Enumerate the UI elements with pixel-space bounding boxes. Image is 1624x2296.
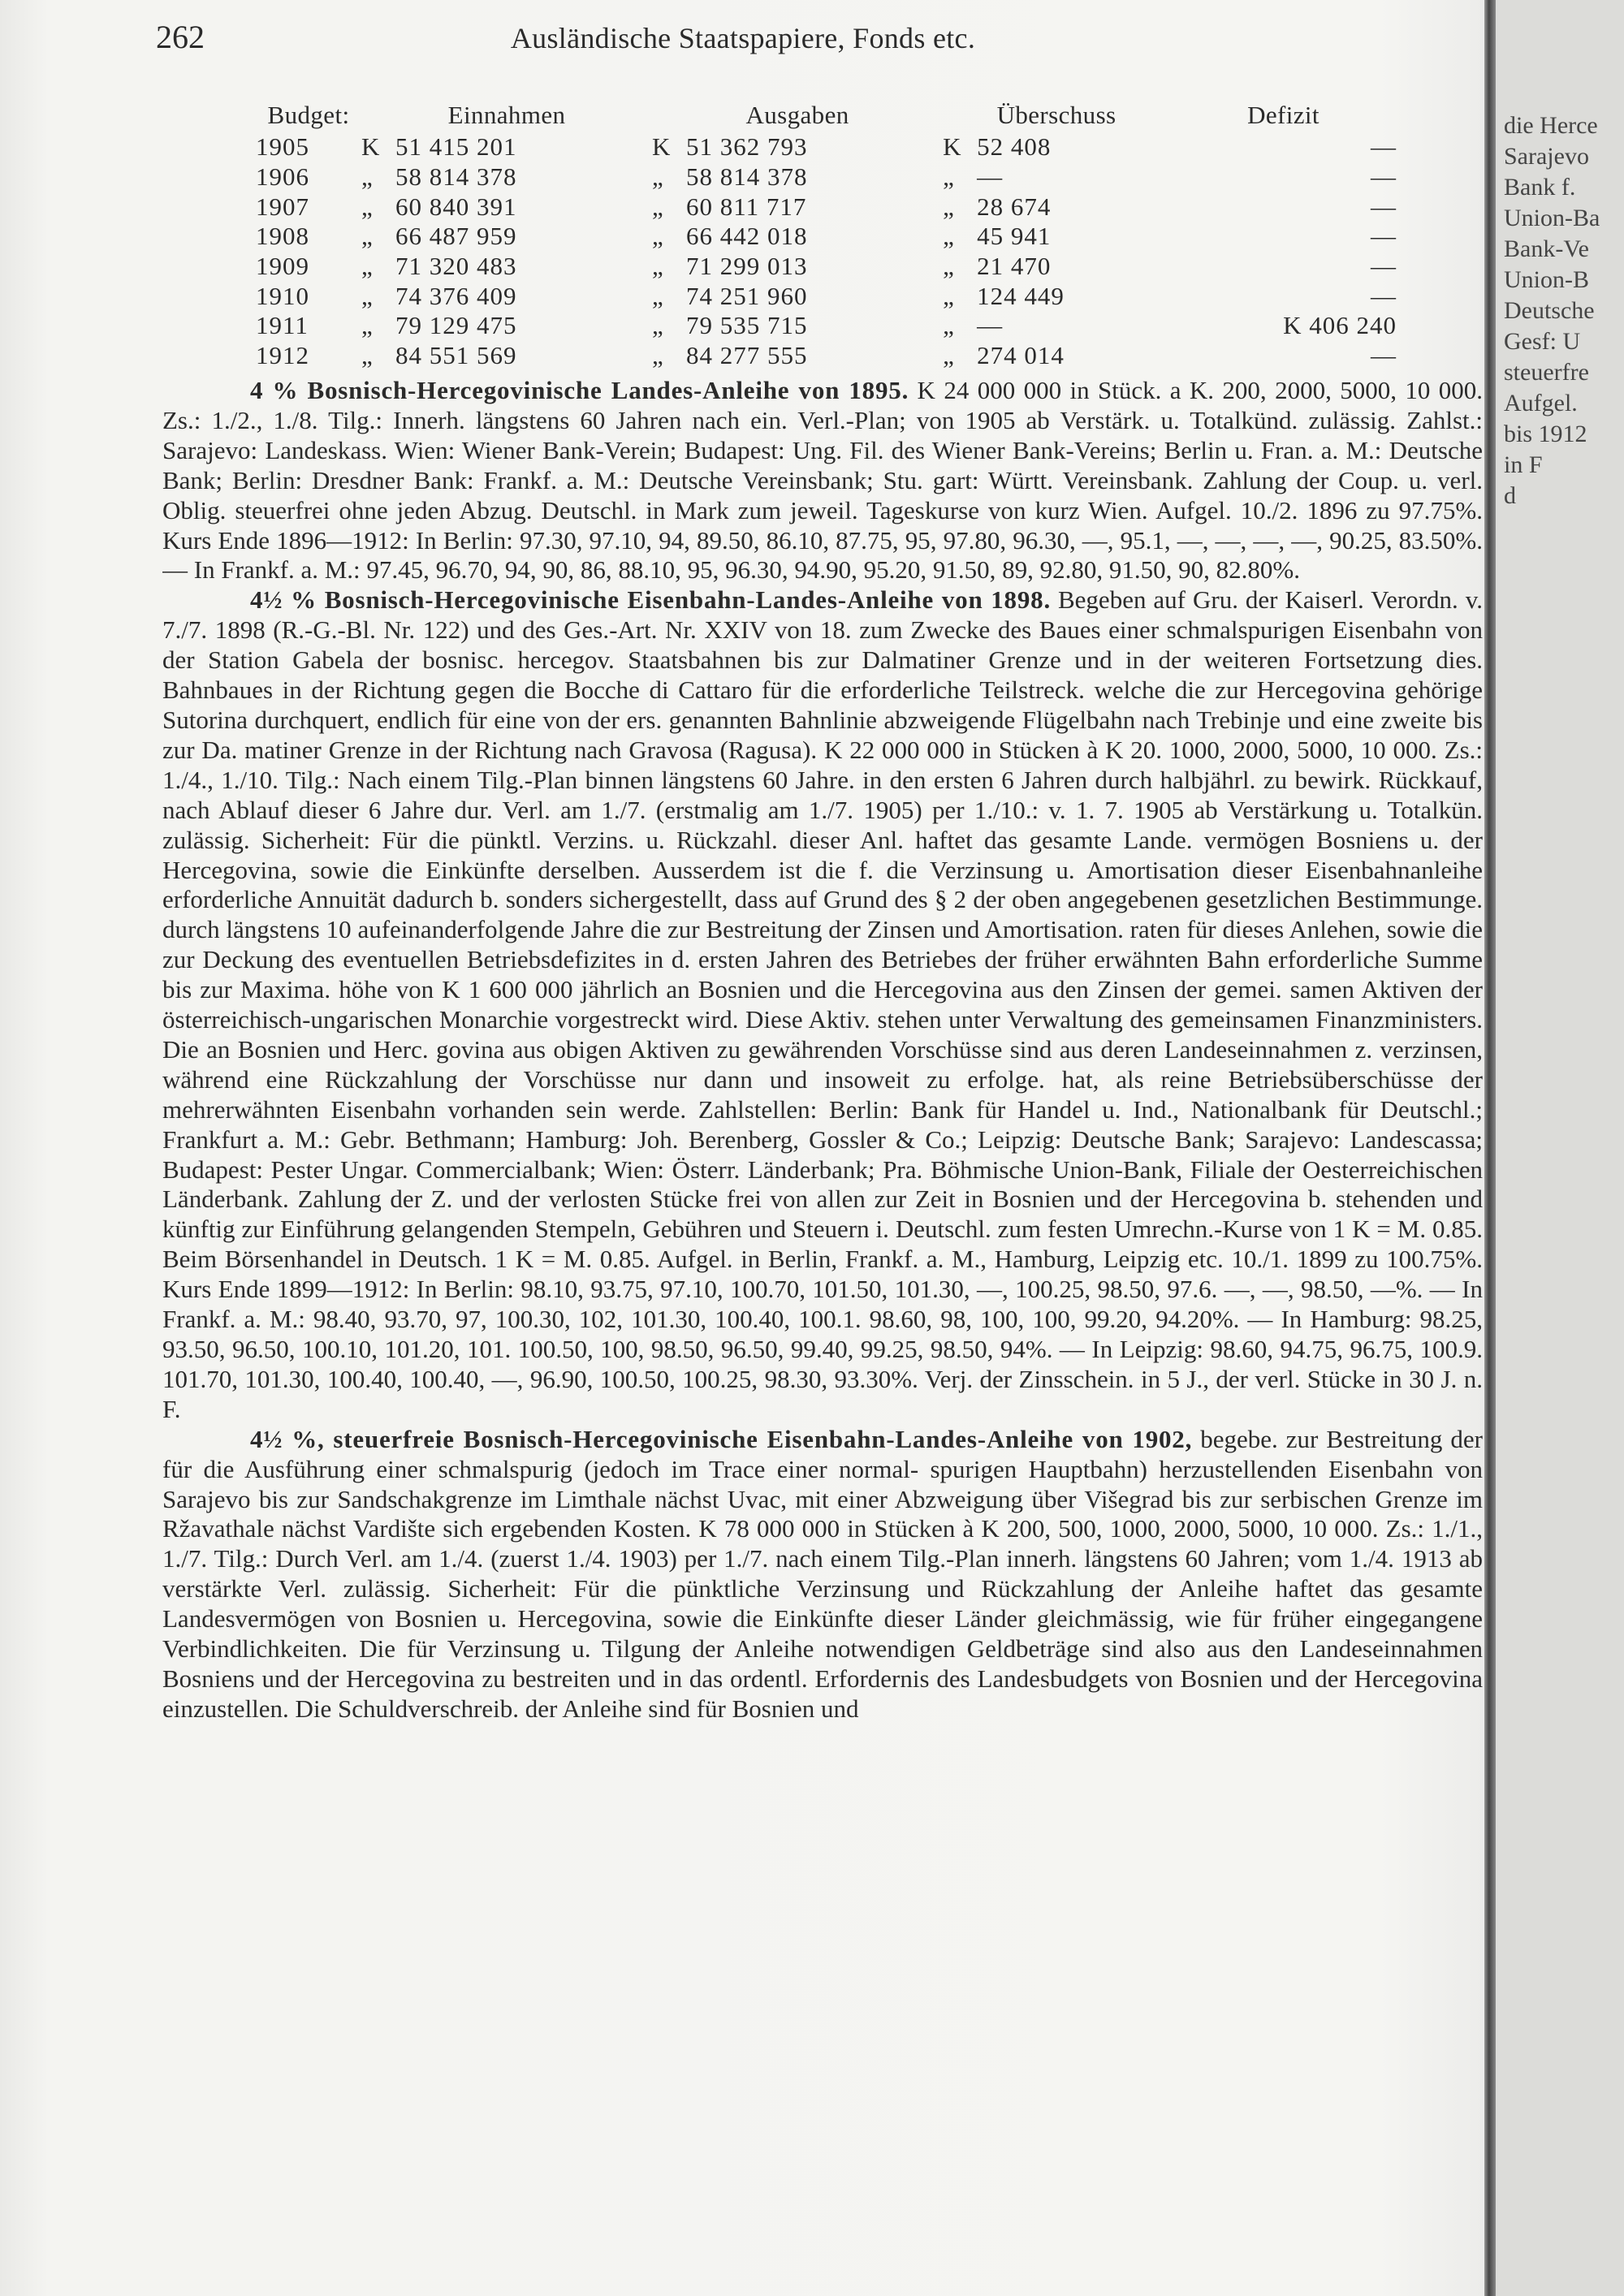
bond-entries [162,376,1483,1724]
budget-cell [223,222,361,252]
ueberschuss-mark: K [943,132,962,162]
budget-row [223,132,1413,162]
einnahmen-value: 66 487 959 [395,222,517,251]
adjacent-page-fragment: steuerfre [1504,359,1589,386]
einnahmen-value: 58 814 378 [395,162,517,192]
budget-year: 1911 [256,311,309,340]
ueberschuss-mark: „ [943,252,955,281]
defizit-value: — [1371,192,1397,221]
budget-cell [361,252,652,282]
budget-year: 1908 [256,222,309,251]
budget-cell [361,281,652,311]
column-header-einnahmen: Einnahmen [447,100,566,129]
einnahmen-mark: K [361,132,381,162]
budget-year: 1909 [256,252,309,281]
budget-cell [943,132,1170,162]
ueberschuss-value: 274 014 [977,341,1065,370]
ueberschuss-mark: „ [943,192,955,221]
defizit-value: — [1371,281,1397,310]
entry-1898 [162,585,1483,1424]
entry-1895 [162,376,1483,585]
adjacent-page-fragment: bis 1912 [1504,421,1587,447]
column-header-defizit: Defizit [1247,100,1320,129]
ueberschuss-mark: „ [943,311,955,340]
running-title: Ausländische Staatspapiere, Fonds etc. [510,22,976,54]
column-header-ausgaben: Ausgaben [745,100,849,129]
einnahmen-value: 79 129 475 [395,311,517,340]
einnahmen-mark: „ [361,252,374,281]
budget-cell [223,281,361,311]
budget-year: 1910 [256,281,309,310]
budget-cell [652,341,943,371]
budget-cell [223,132,361,162]
budget-row [223,311,1413,341]
budget-cell [1170,222,1413,252]
budget-cell [361,192,652,222]
budget-cell [361,222,652,252]
ausgaben-mark: „ [652,192,664,221]
einnahmen-value: 84 551 569 [395,341,517,370]
ausgaben-value: 60 811 717 [686,192,807,221]
ausgaben-value: 84 277 555 [686,341,808,370]
ueberschuss-mark: „ [943,341,955,370]
budget-cell [1170,341,1413,371]
budget-cell [943,281,1170,311]
adjacent-page-edge [1496,0,1624,2296]
einnahmen-value: 74 376 409 [395,281,517,310]
ausgaben-value: 74 251 960 [686,281,808,310]
entry-body: K 24 000 000 in Stück. a K. 200, 2000, 5000, 10 000. Zs.: 1./2., 1./8. Tilg.: Innerh. längstens 60 Jahren nach ein. Verl.-Plan; von 1905 ab Verstärk. u. Totalkünd. zulässig. Zahlst.: Sarajevo: Landeskass. Wien: Wiener Bank-Verein; Budapest: Ung. Fil. des Wiener Bank-Vereins; Berlin u. Fran. a. M.: Deutsche Bank; Berlin: Dresdner Bank: Frankf. a. M.: Deutsche Vereinsbank; Stu. gart: Württ. Vereinsbank. Zahlung der Coup. u. verl. Oblig. steuerfrei ohne jeden Abzug. Deutschl. in Mark zum jeweil. Tageskurse von kurz Wien. Aufgel. 10./2. 1896 zu 97.75%. Kurs Ende 1896—1912: In Berlin: 97.30, 97.10, 94, 89.50, 86.10, 87.75, 95, 97.80, 96.30, —, 95.1, —, —, —, —, 90.25, 83.50%. — In Frankf. a. M.: 97.45, 96.70, 94, 90, 86, 88.10, 95, 96.30, 94.90, 95.20, 91.50, 89, 92.80, 91.50, 90, 82.80%. [162,376,1483,585]
adjacent-page-fragment: Union-B [1504,266,1589,293]
budget-cell [223,252,361,282]
page-number: 262 [156,19,205,55]
ueberschuss-value: — [977,162,1004,192]
adjacent-page-fragment: Gesf: U [1504,328,1581,355]
budget-table [223,97,1413,371]
ueberschuss-value: 52 408 [977,132,1052,162]
ausgaben-value: 66 442 018 [686,222,808,251]
budget-table-header [223,97,1413,132]
budget-cell [223,341,361,371]
budget-cell [361,311,652,341]
budget-row [223,222,1413,252]
budget-cell [652,311,943,341]
budget-cell [943,192,1170,222]
budget-row [223,252,1413,282]
budget-cell [361,132,652,162]
entry-heading: 4½ %, steuerfreie Bosnisch-Hercegovinische Eisenbahn-Landes-Anleihe von 1902, [250,1424,1193,1453]
einnahmen-mark: „ [361,162,374,192]
adjacent-page-fragment: Bank-Ve [1504,235,1589,262]
ueberschuss-mark: „ [943,162,955,192]
budget-cell [652,162,943,192]
budget-cell [943,222,1170,252]
einnahmen-mark: „ [361,192,374,221]
einnahmen-value: 71 320 483 [395,252,517,281]
budget-cell [652,281,943,311]
column-header-budget: Budget: [267,100,350,129]
budget-cell [1170,132,1413,162]
ausgaben-value: 71 299 013 [686,252,808,281]
ausgaben-mark: „ [652,222,664,251]
ausgaben-mark: „ [652,341,664,370]
einnahmen-mark: „ [361,311,374,340]
einnahmen-value: 51 415 201 [395,132,517,162]
defizit-value: — [1371,341,1397,370]
adjacent-page-fragment: die Herce [1504,112,1598,139]
einnahmen-mark: „ [361,281,374,310]
budget-cell [1170,311,1413,341]
defizit-value: — [1371,132,1397,162]
budget-cell [1170,252,1413,282]
entry-heading: 4½ % Bosnisch-Hercegovinische Eisenbahn-Landes-Anleihe von 1898. [250,585,1052,615]
ueberschuss-value: 45 941 [977,222,1052,251]
budget-cell [652,252,943,282]
einnahmen-value: 60 840 391 [395,192,517,221]
budget-year: 1907 [256,192,309,221]
ueberschuss-mark: „ [943,222,955,251]
ausgaben-mark: „ [652,281,664,310]
budget-cell [652,222,943,252]
ueberschuss-value: 21 470 [977,252,1052,281]
adjacent-page-fragment: in F [1504,451,1543,478]
budget-cell [943,252,1170,282]
entry-heading: 4 % Bosnisch-Hercegovinische Landes-Anleihe von 1895. [250,376,909,404]
budget-year: 1905 [256,132,309,162]
adjacent-page-fragment: Aufgel. [1504,390,1578,416]
adjacent-page-fragment: Sarajevo [1504,143,1589,170]
page-fold-shadow [1484,0,1496,2296]
budget-cell [223,192,361,222]
defizit-value: — [1371,252,1397,281]
einnahmen-mark: „ [361,222,374,251]
ausgaben-mark: K [652,132,672,162]
budget-cell [652,192,943,222]
budget-row [223,281,1413,311]
ausgaben-mark: „ [652,162,664,192]
budget-cell [652,132,943,162]
adjacent-page-fragment: Union-Ba [1504,205,1600,231]
budget-cell [361,162,652,192]
budget-table-body [223,132,1413,371]
ueberschuss-value: 28 674 [977,192,1052,221]
budget-cell [943,341,1170,371]
entry-body: begebe. zur Bestreitung der für die Ausführung einer schmalspurig (jedoch im Trace einer normal- spurigen Hauptbahn) herzustellenden Eisenbahn von Sarajevo bis zur Sandschakgrenze im Limthale nächst Uvac, mit einer Abzweigung über Višegrad bis zur serbischen Grenze im Ržavathale nächst Vardište sich ergebenden Kosten. K 78 000 000 in Stücken à K 200, 500, 1000, 2000, 5000, 10 000. Zs.: 1./1., 1./7. Tilg.: Durch Verl. am 1./4. (zuerst 1./4. 1903) per 1./7. nach einem Tilg.-Plan innerh. längstens 60 Jahren; vom 1./4. 1913 ab verstärkte Verl. zulässig. Sicherheit: Für die pünktliche Verzinsung und Rückzahlung der Anleihe haftet das gesamte Landesvermögen von Bosnien u. Hercegovina, sowie die Einkünfte dieser Länder gleichmässig, wie für früher eingegangene Verbindlichkeiten. Die für Verzinsung u. Tilgung der Anleihe notwendigen Geldbeträge sind also aus den Landeseinnahmen Bosniens und der Hercegovina zu bestreiten und in das ordentl. Erfordernis des Landesbudgets von Bosnien und der Hercegovina einzustellen. Die Schuldverschreib. der Anleihe sind für Bosnien und [162,1424,1483,1723]
budget-year: 1906 [256,162,309,192]
entry-body: Begeben auf Gru. der Kaiserl. Verordn. v. 7./7. 1898 (R.-G.-Bl. Nr. 122) und des Ges.-Art. Nr. XXIV von 18. zum Zwecke des Baues einer schmalspurigen Eisenbahn von der Station Gabela der bosnisc. hercegov. Staatsbahnen bis zur Dalmatiner Grenze und in der weiteren Fortsetzung dies. Bahnbaues in der Richtung gegen die Bocche di Cattaro für die erforderliche Teilstreck. welche die zur Hercegovina gehörige Sutorina durchquert, endlich für eine von der ers. genannten Bahnlinie abzweigende Flügelbahn nach Trebinje und eine zweite bis zur Da. matiner Grenze in der Richtung nach Gravosa (Ragusa). K 22 000 000 in Stücken à K 20. 1000, 2000, 5000, 10 000. Zs.: 1./4., 1./10. Tilg.: Nach einem Tilg.-Plan binnen längstens 60 Jahre. in den ersten 6 Jahren durch halbjährl. zu bewirk. Rückkauf, nach Ablauf dieser 6 Jahre dur. Verl. am 1./7. (erstmalig am 1./7. 1905) per 1./10.: v. 1. 7. 1905 ab Verstärkung u. Totalkün. zulässig. Sicherheit: Für die pünktl. Verzins. u. Rückzahl. dieser Anl. haftet das gesamte Lande. vermögen Bosniens u. der Hercegovina, sowie die Einkünfte derselben. Ausserdem ist die f. die Verzinsung u. Amortisation dieser Eisenbahnanleihe erforderliche Annuität dadurch b. sonders sichergestellt, dass auf Grund des § 2 der oben angegebenen gesetzlichen Bestimmunge. durch längstens 10 aufeinanderfolgende Jahre die zur Bestreitung der Zinsen und Amortisation. raten für dieses Anlehen, sowie die zur Deckung des eventuellen Betriebsdefizites in d. ersten Jahren des Betriebes der früher erwähnten Bahn erforderliche Summe bis zur Maxima. höhe von K 1 600 000 jährlich an Bosnien und die Hercegovina aus den Zinsen der gemei. samen Aktiven der österreichisch-ungarischen Monarchie vorgestreckt wird. Diese Aktiv. stehen unter Verwaltung des gemeinsamen Finanzministers. Die an Bosnien und Herc. govina aus obigen Aktiven zu gewährenden Vorschüsse sind aus deren Landeseinnahmen z. verzinsen, während eine Rückzahlung der Vorschüsse nur dann und insoweit zu erfolge. hat, als reine Betriebsüberschüsse der mehrerwähnten Eisenbahn vorhanden sein werde. Zahlstellen: Berlin: Bank für Handel u. Ind., Nationalbank für Deutschl.; Frankfurt a. M.: Gebr. Bethmann; Hamburg: Joh. Berenberg, Gossler & Co.; Leipzig: Deutsche Bank; Sarajevo: Landescassa; Budapest: Pester Ungar. Commercialbank; Wien: Österr. Länderbank; Pra. Böhmische Union-Bank, Filiale der Oesterreichischen Länderbank. Zahlung der Z. und der verlosten Stücke frei von allen zur Zeit in Bosnien und der Hercegovina b. stehenden und künftig zur Einführung gelangenden Stempeln, Gebühren und Steuern i. Deutschl. zum festen Umrechn.-Kurse von 1 K = M. 0.85. Beim Börsenhandel in Deutsch. 1 K = M. 0.85. Aufgel. in Berlin, Frankf. a. M., Hamburg, Leipzig etc. 10./1. 1899 zu 100.75%. Kurs Ende 1899—1912: In Berlin: 98.10, 93.75, 97.10, 100.70, 101.50, 101.30, —, 100.25, 98.50, 97.6. —, —, 98.50, —%. — In Frankf. a. M.: 98.40, 93.70, 97, 100.30, 102, 101.30, 100.40, 100.1. 98.60, 98, 100, 100, 99.20, 94.20%. — In Hamburg: 98.25, 93.50, 96.50, 100.10, 101.20, 101. 100.50, 100, 98.50, 96.50, 99.40, 99.25, 98.50, 94%. — In Leipzig: 98.60, 94.75, 96.75, 100.9. 101.70, 101.30, 100.40, 100.40, —, 96.90, 100.50, 100.25, 98.30, 93.30%. Verj. der Zinsschein. in 5 J., der verl. Stücke in 30 J. n. F. [162,585,1483,1423]
ausgaben-mark: „ [652,311,664,340]
budget-row [223,162,1413,192]
einnahmen-mark: „ [361,341,374,370]
adjacent-page-fragment: d [1504,482,1516,509]
adjacent-page-fragment: Deutsche [1504,297,1595,324]
column-header-ueberschuss: Überschuss [996,100,1116,129]
ausgaben-value: 51 362 793 [686,132,808,162]
budget-cell [943,311,1170,341]
ausgaben-value: 79 535 715 [686,311,808,340]
budget-cell [1170,192,1413,222]
defizit-value: — [1371,222,1397,251]
defizit-value: K 406 240 [1283,311,1397,340]
budget-cell [943,162,1170,192]
adjacent-page-fragment: Bank f. [1504,174,1576,201]
budget-cell [361,341,652,371]
defizit-value: — [1371,162,1397,192]
budget-cell [223,162,361,192]
budget-row [223,192,1413,222]
ausgaben-mark: „ [652,252,664,281]
budget-cell [223,311,361,341]
entry-1902 [162,1425,1483,1724]
budget-year: 1912 [256,341,309,370]
budget-cell [1170,162,1413,192]
budget-cell [1170,281,1413,311]
budget-row [223,341,1413,371]
ueberschuss-value: 124 449 [977,281,1065,310]
ausgaben-value: 58 814 378 [686,162,808,192]
ueberschuss-value: — [977,311,1004,340]
ueberschuss-mark: „ [943,281,955,310]
